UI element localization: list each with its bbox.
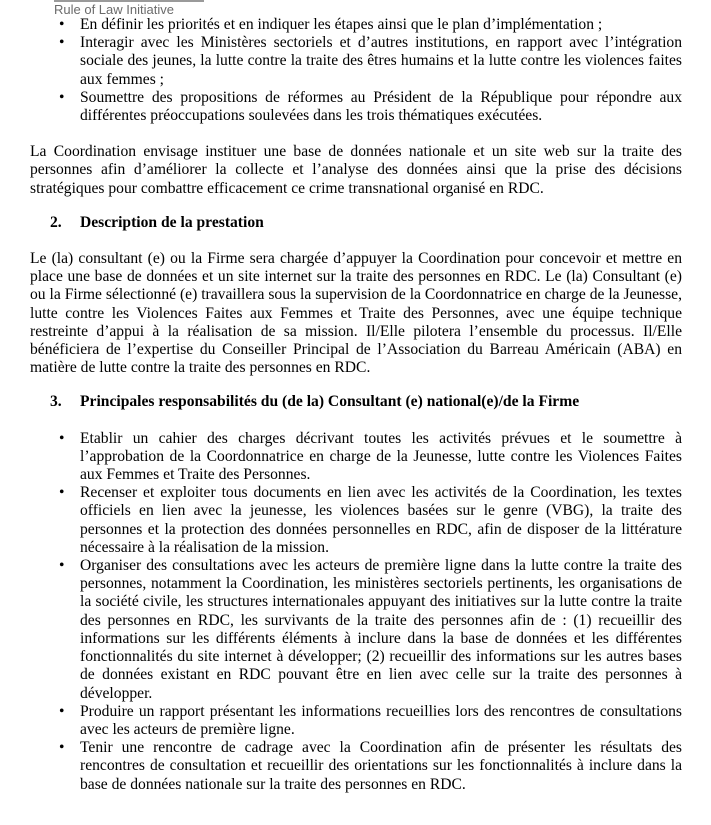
list-item [30, 557, 682, 703]
list-item [30, 703, 682, 739]
bullet-icon: • [59, 88, 65, 106]
section-heading-responsibilities [30, 393, 682, 411]
list-item-text: Recenser et exploiter tous documents en lien avec les activités de la Coordination, les textes officiels en lien avec la jeunesse, les violences basées sur le genre (VBG), la traite des personnes et la protection des données personnelles en RDC, afin de disposer de la littérature nécessaire à la réalisation de la mission. [80, 484, 682, 556]
list-item [30, 34, 682, 89]
list-item [30, 16, 682, 34]
section-heading-description [30, 214, 682, 232]
priorities-list [30, 16, 682, 125]
list-item-text: Organiser des consultations avec les acteurs de première ligne dans la lutte contre la traite des personnes, notamment la Coordination, les ministères sectoriels pertinents, les organisations de la société civile, les structures internationales appuyant des initiatives sur la lutte contre la traite des personnes en RDC, les survivants de la traite des personnes afin de : (1) recueillir des informations sur les différents éléments à inclure dans la base de données et les différentes fonctionnalités du site internet à développer; (2) recueillir des informations sur les autres bases de données existant en RDC pouvant être en lien avec celle sur la traite des personnes à développer. [80, 557, 682, 702]
bullet-icon: • [59, 34, 65, 52]
list-item-text: En définir les priorités et en indiquer les étapes ainsi que le plan d’implémentation ; [80, 16, 603, 33]
document-body [30, 16, 682, 794]
responsibilities-list [30, 430, 682, 794]
header-brand: Rule of Law Initiative [54, 2, 174, 17]
list-item [30, 430, 682, 485]
bullet-icon: • [59, 557, 65, 575]
bullet-icon: • [59, 429, 65, 447]
list-item [30, 739, 682, 794]
section-title: Description de la prestation [80, 213, 264, 231]
list-item-text: Etablir un cahier des charges décrivant toutes les activités prévues et le soumettre à l’approbation de la Coordonnatrice en charge de la Jeunesse, lutte contre les Violences Faites aux Femmes et Traite des Personnes. [80, 429, 682, 484]
bullet-icon: • [59, 16, 65, 33]
bullet-icon: • [59, 739, 65, 757]
description-paragraph: Le (la) consultant (e) ou la Firme sera chargée d’appuyer la Coordination pour concevoir et mettre en place une base de données et un site internet sur la traite des personnes en RDC. Le (la) Consultant (e) ou la Firme sélectionné (e) travaillera sous la supervision de la Coordonnatrice en charge de la Jeunesse, lutte contre les Violences Faites aux Femmes et Traite des Personnes, avec une équipe technique restreinte d’appui à la réalisation de sa mission. Il/Elle pilotera l’ensemble du processus. Il/Elle bénéficiera de l’expertise du Conseiller Principal de l’Association du Barreau Américain (ABA) en matière de lutte contre la traite des personnes en RDC. [30, 250, 682, 377]
bullet-icon: • [59, 702, 65, 720]
list-item-text: Produire un rapport présentant les informations recueillies lors des rencontres de consultations avec les acteurs de première ligne. [80, 702, 682, 738]
section-number: 2. [50, 213, 62, 231]
list-item [30, 89, 682, 125]
list-item-text: Soumettre des propositions de réformes au Président de la République pour répondre aux différentes préoccupations soulevées dans les trois thématiques exécutées. [80, 88, 682, 125]
bullet-icon: • [59, 484, 65, 502]
section-number: 3. [50, 393, 62, 411]
section-title: Principales responsabilités du (de la) Consultant (e) national(e)/de la Firme [80, 393, 580, 411]
coordination-paragraph: La Coordination envisage instituer une base de données nationale et un site web sur la traite des personnes afin d’améliorer la collecte et l’analyse des données ainsi que la prise des décisions stratégiques pour combattre efficacement ce crime transnational organisé en RDC. [30, 143, 682, 197]
list-item [30, 484, 682, 557]
list-item-text: Interagir avec les Ministères sectoriels et d’autres institutions, en rapport avec l’intégration sociale des jeunes, la lutte contre la traite des êtres humains et la lutte contre les violences faites aux femmes ; [80, 34, 682, 88]
list-item-text: Tenir une rencontre de cadrage avec la Coordination afin de présenter les résultats des rencontres de consultation et recueillir des orientations sur les fonctionnalités à inclure dans la base de données nationale sur la traite des personnes en RDC. [80, 739, 682, 793]
